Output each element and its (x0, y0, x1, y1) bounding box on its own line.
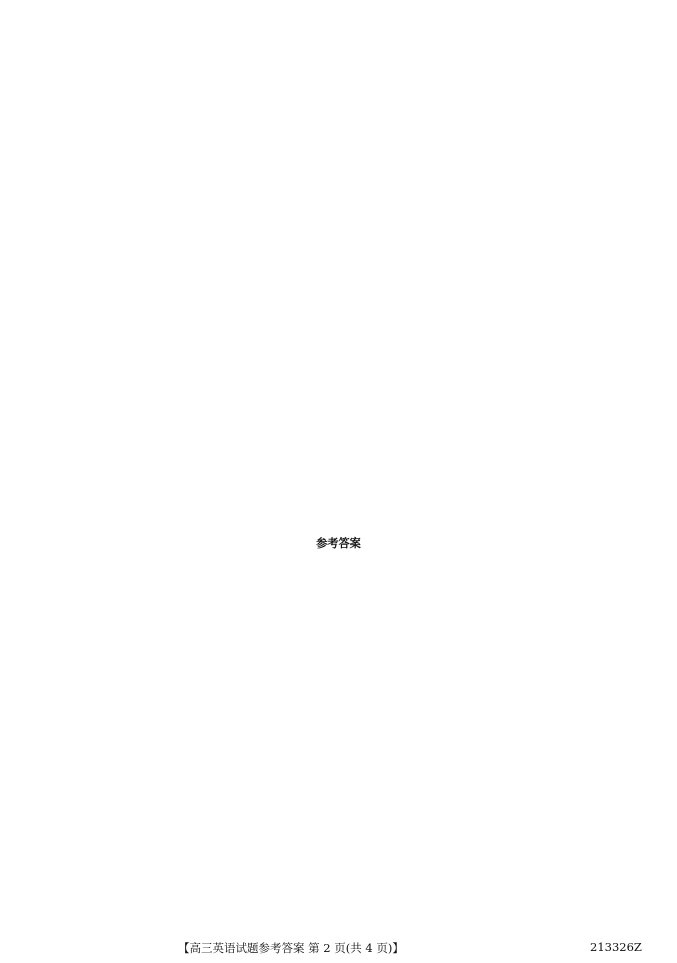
footer-title: 【高三英语试题参考答案 第 2 页(共 4 页)】 (178, 941, 404, 955)
answers-heading: 参考答案 (316, 536, 361, 550)
footer-code: 213326Z (590, 940, 642, 954)
